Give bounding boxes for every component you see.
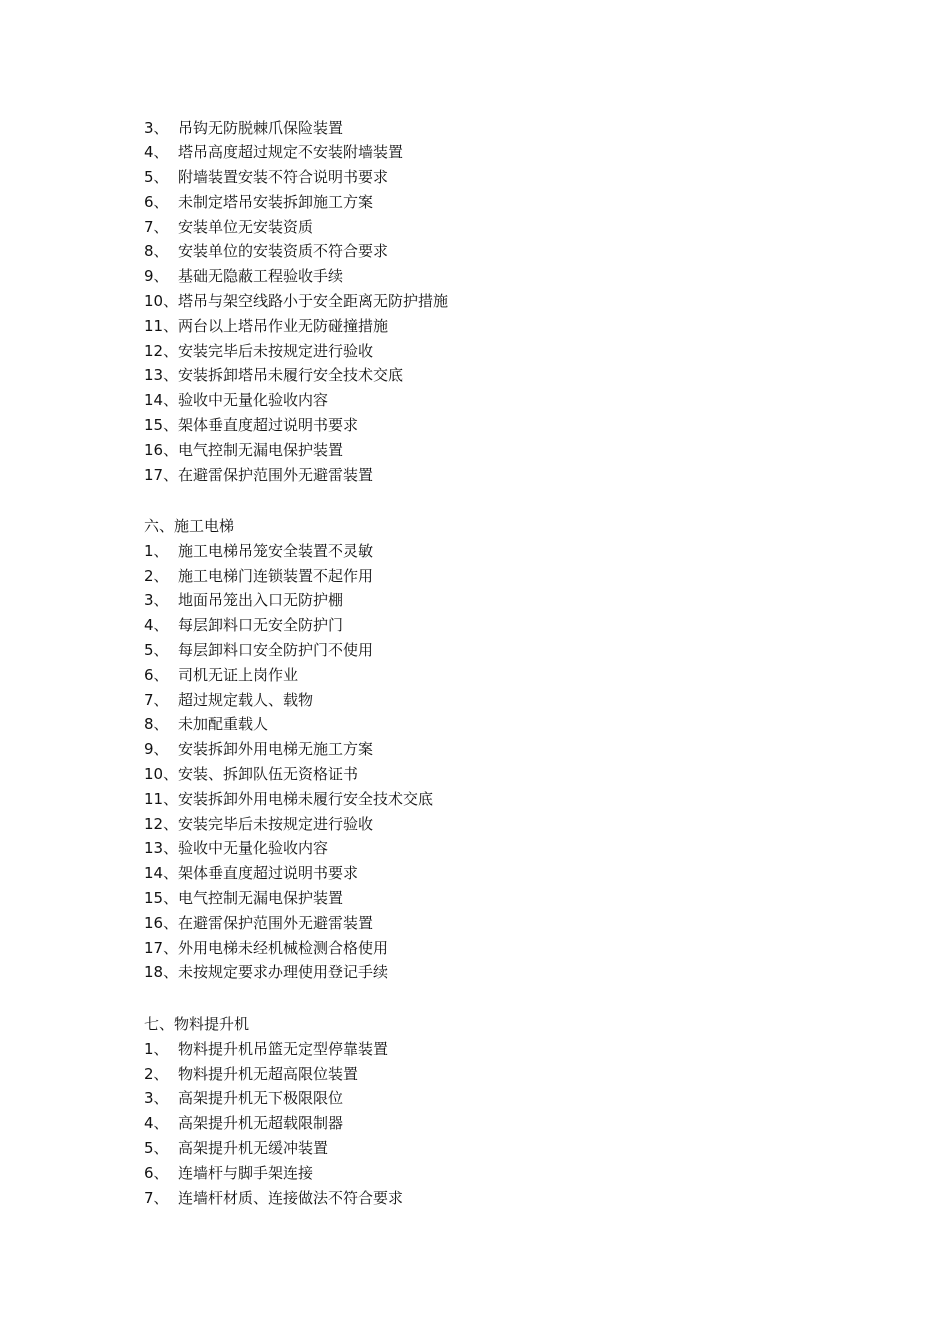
list-item-number: 6、: [144, 665, 169, 684]
section-heading-construction-elevator: 六、施工电梯: [144, 517, 235, 535]
list-item-text: 司机无证上岗作业: [178, 665, 299, 684]
list-item: [144, 1037, 403, 1062]
list-item-number: 10、: [144, 764, 179, 783]
list-item-text: 安装完毕后未按规定进行验收: [178, 814, 374, 833]
list-item: [144, 1186, 403, 1211]
list-item: [144, 936, 433, 961]
list-item-text: 每层卸料口安全防护门不使用: [178, 640, 374, 659]
list-item-text: 安装拆卸塔吊未履行安全技术交底: [178, 366, 404, 385]
list-item-number: 17、: [144, 938, 179, 957]
list-item: [144, 239, 448, 264]
list-item-text: 吊钩无防脱棘爪保险装置: [178, 118, 344, 137]
list-item: [144, 886, 433, 911]
list-item-text: 物料提升机无超高限位装置: [178, 1064, 359, 1083]
list-item-number: 4、: [144, 143, 169, 162]
list-item-text: 基础无隐蔽工程验收手续: [178, 267, 344, 286]
list-item-number: 7、: [144, 690, 169, 709]
list-item-text: 验收中无量化验收内容: [178, 391, 329, 410]
list-item: [144, 339, 448, 364]
list-item-text: 电气控制无漏电保护装置: [178, 888, 344, 907]
list-item-text: 高架提升机无缓冲装置: [178, 1138, 329, 1157]
list-item: [144, 140, 448, 165]
list-item-number: 6、: [144, 192, 169, 211]
list-item: [144, 712, 433, 737]
list-item-number: 15、: [144, 416, 179, 435]
list-item-number: 13、: [144, 839, 179, 858]
list-item-text: 附墙装置安装不符合说明书要求: [178, 168, 389, 187]
construction-elevator-section: [144, 514, 433, 985]
list-item-number: 14、: [144, 864, 179, 883]
list-item-text: 安装单位无安装资质: [178, 217, 314, 236]
list-item-text: 塔吊高度超过规定不安装附墙装置: [178, 143, 404, 162]
list-item-text: 架体垂直度超过说明书要求: [178, 864, 359, 883]
list-item-number: 16、: [144, 440, 179, 459]
list-item-number: 6、: [144, 1163, 169, 1182]
list-item-text: 安装完毕后未按规定进行验收: [178, 341, 374, 360]
list-item: [144, 1086, 403, 1111]
list-item-number: 10、: [144, 292, 179, 311]
list-item-number: 12、: [144, 814, 179, 833]
list-item: [144, 463, 448, 488]
list-item-text: 高架提升机无超载限制器: [178, 1114, 344, 1133]
list-item: [144, 1062, 403, 1087]
list-item-text: 两台以上塔吊作业无防碰撞措施: [178, 316, 389, 335]
list-item: [144, 836, 433, 861]
list-item: [144, 613, 433, 638]
list-item-number: 9、: [144, 267, 169, 286]
section-heading-material-hoist: 七、物料提升机: [144, 1015, 250, 1033]
list-item: [144, 190, 448, 215]
list-item-number: 2、: [144, 566, 169, 585]
list-item-number: 2、: [144, 1064, 169, 1083]
list-item-text: 未制定塔吊安装拆卸施工方案: [178, 192, 374, 211]
list-item: [144, 363, 448, 388]
list-item-number: 3、: [144, 591, 169, 610]
list-item: [144, 314, 448, 339]
list-item-text: 连墙杆材质、连接做法不符合要求: [178, 1188, 404, 1207]
list-item-number: 5、: [144, 1138, 169, 1157]
list-item-text: 外用电梯未经机械检测合格使用: [178, 938, 389, 957]
list-item-number: 11、: [144, 789, 179, 808]
list-item-number: 11、: [144, 316, 179, 335]
list-item-number: 4、: [144, 616, 169, 635]
list-item-number: 3、: [144, 118, 169, 137]
list-item-number: 5、: [144, 640, 169, 659]
list-item-text: 塔吊与架空线路小于安全距离无防护措施: [178, 292, 449, 311]
list-item-text: 施工电梯吊笼安全装置不灵敏: [178, 541, 374, 560]
list-item-text: 架体垂直度超过说明书要求: [178, 416, 359, 435]
list-item-text: 安装拆卸外用电梯未履行安全技术交底: [178, 789, 434, 808]
list-item: [144, 289, 448, 314]
list-item-number: 15、: [144, 888, 179, 907]
list-item-text: 安装拆卸外用电梯无施工方案: [178, 740, 374, 759]
list-item: [144, 638, 433, 663]
list-item-text: 连墙杆与脚手架连接: [178, 1163, 314, 1182]
list-item-text: 物料提升机吊篮无定型停靠装置: [178, 1039, 389, 1058]
list-item-number: 3、: [144, 1089, 169, 1108]
list-item-number: 5、: [144, 168, 169, 187]
list-item-number: 8、: [144, 715, 169, 734]
list-item-text: 安装、拆卸队伍无资格证书: [178, 764, 359, 783]
list-item: [144, 762, 433, 787]
list-item: [144, 737, 433, 762]
list-item-number: 4、: [144, 1114, 169, 1133]
list-item-number: 14、: [144, 391, 179, 410]
list-item-text: 在避雷保护范围外无避雷装置: [178, 465, 374, 484]
list-item: [144, 861, 433, 886]
material-hoist-section: [144, 1012, 403, 1210]
list-item-number: 16、: [144, 913, 179, 932]
list-item-number: 13、: [144, 366, 179, 385]
list-item-number: 8、: [144, 242, 169, 261]
list-item: [144, 911, 433, 936]
list-item-text: 未按规定要求办理使用登记手续: [178, 963, 389, 982]
list-item: [144, 564, 433, 589]
list-item-text: 超过规定载人、载物: [178, 690, 314, 709]
list-item-text: 在避雷保护范围外无避雷装置: [178, 913, 374, 932]
list-item: [144, 1111, 403, 1136]
list-item: [144, 588, 433, 613]
list-item-number: 7、: [144, 217, 169, 236]
list-item: [144, 663, 433, 688]
list-item-text: 未加配重载人: [178, 715, 269, 734]
list-item: [144, 165, 448, 190]
list-item: [144, 960, 433, 985]
list-item-number: 7、: [144, 1188, 169, 1207]
list-item: [144, 413, 448, 438]
list-item: [144, 1136, 403, 1161]
list-item: [144, 388, 448, 413]
list-item: [144, 688, 433, 713]
list-item-text: 每层卸料口无安全防护门: [178, 616, 344, 635]
list-item-text: 验收中无量化验收内容: [178, 839, 329, 858]
list-item-number: 1、: [144, 1039, 169, 1058]
list-item: [144, 438, 448, 463]
list-item-number: 18、: [144, 963, 179, 982]
list-item-text: 安装单位的安装资质不符合要求: [178, 242, 389, 261]
list-item-number: 9、: [144, 740, 169, 759]
list-item: [144, 116, 448, 141]
list-item-number: 1、: [144, 541, 169, 560]
list-item: [144, 812, 433, 837]
list-item: [144, 1161, 403, 1186]
list-item: [144, 787, 433, 812]
list-item: [144, 215, 448, 240]
list-item-text: 高架提升机无下极限限位: [178, 1089, 344, 1108]
list-item-number: 17、: [144, 465, 179, 484]
list-item-text: 电气控制无漏电保护装置: [178, 440, 344, 459]
list-item: [144, 264, 448, 289]
list-item-text: 地面吊笼出入口无防护棚: [178, 591, 344, 610]
tower-crane-list: [144, 116, 448, 488]
list-item: [144, 539, 433, 564]
list-item-number: 12、: [144, 341, 179, 360]
material-hoist-list: [144, 1037, 403, 1211]
construction-elevator-list: [144, 539, 433, 985]
list-item-text: 施工电梯门连锁装置不起作用: [178, 566, 374, 585]
